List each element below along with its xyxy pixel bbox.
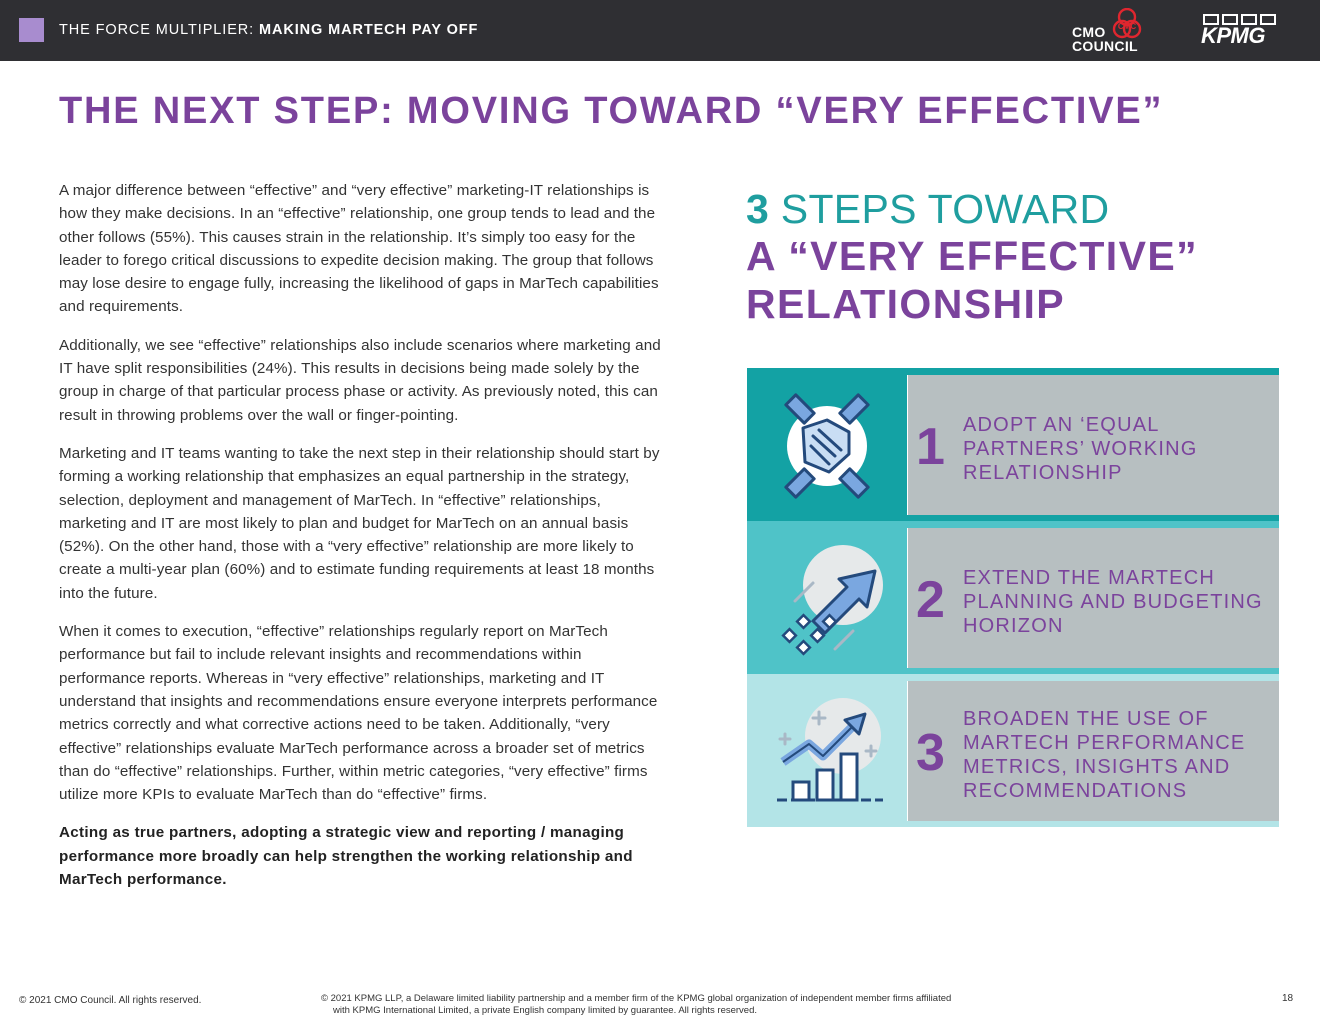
paragraph: Additionally, we see “effective” relationships also include scenarios where marketing and IT have split responsibilities (24%). This results in decisions being made solely by the group in charge of that particular process phase or activity. As previously noted, this can result in throwing problems over the wall or finger-pointing. xyxy=(59,336,661,424)
steps-heading-text: STEPS TOWARD xyxy=(769,186,1110,232)
step-2-icon-cell xyxy=(747,521,907,674)
cmo-council-mark-icon xyxy=(1112,8,1142,42)
cmo-logo-word-2: COUNCIL xyxy=(1072,38,1138,54)
header-color-swatch xyxy=(19,18,44,42)
step-3-label: BROADEN THE USE OF MARTECH PERFORMANCE METRICS, INSIGHTS AND RECOMMENDATIONS xyxy=(963,708,1246,802)
kpmg-logo xyxy=(1200,14,1280,48)
steps-heading-line-1 xyxy=(746,186,1286,232)
footer-copyright-cmo: © 2021 CMO Council. All rights reserved. xyxy=(19,995,202,1006)
series-title xyxy=(59,22,478,38)
step-2-text-cell xyxy=(907,528,1279,668)
hands-together-icon xyxy=(769,388,885,504)
step-1 xyxy=(747,368,1279,521)
step-3 xyxy=(747,674,1279,827)
body-text xyxy=(59,179,661,906)
kpmg-logo-word: KPMG xyxy=(1201,23,1265,48)
conclusion-paragraph: Acting as true partners, adopting a strategic view and reporting / managing performance more broadly can help strengthen the working relationship and MarTech performance. xyxy=(59,824,633,889)
paragraph: Marketing and IT teams wanting to take the next step in their relationship should start by forming a working relationship that emphasizes an equal partnership in the strategy, selection, deployment and management of MarTech. In “effective” relationships, marketing and IT are most likely to plan and budget for MarTech on an annual basis (52%). On the other hand, those with a “very effective” relationship are more likely to create a multi-year plan (60%) and to estimate funding requirements at least 18 months into the future. xyxy=(59,444,660,602)
step-1-text-cell xyxy=(907,375,1279,515)
step-1-label: ADOPT AN ‘EQUAL PARTNERS’ WORKING RELATIONSHIP xyxy=(963,414,1198,484)
header-bar xyxy=(0,0,1320,61)
step-1-icon-cell xyxy=(747,368,907,521)
step-3-text-cell xyxy=(907,681,1279,821)
series-name: MAKING MARTECH PAY OFF xyxy=(259,22,479,38)
step-3-number: 3 xyxy=(916,724,945,782)
footer-copyright-kpmg xyxy=(321,993,1081,1017)
footer-kpmg-line-1: © 2021 KPMG LLP, a Delaware limited liability partnership and a member firm of the KPMG global organization of independent member firms affiliated xyxy=(321,993,952,1004)
cmo-logo-word-1: CMO xyxy=(1072,24,1106,40)
arrow-up-right-icon xyxy=(769,541,889,657)
cmo-council-logo xyxy=(1068,8,1148,54)
steps-panel xyxy=(747,368,1279,827)
paragraph: A major difference between “effective” and “very effective” marketing-IT relationships is how they make decisions. In an “effective” relationship, one group tends to lead and the other follows (55%). This causes strain in the relationship. It’s simply too easy for the leader to forego critical discussions to expedite decision making. The group that follows may lose desire to engage fully, increasing the likelihood of gaps in MarTech capabilities and requirements. xyxy=(59,182,659,316)
step-2-label: EXTEND THE MARTECH PLANNING AND BUDGETING HORIZON xyxy=(963,567,1263,637)
paragraph: When it comes to execution, “effective” relationships regularly report on MarTech performance but fail to include relevant insights and recommendations within performance reports. Whereas in “very effective” relationships, marketing and IT understand that insights and recommendations ensure everyone interprets performance metrics correctly and what corrective actions need to be taken. Additionally, “very effective” relationships evaluate MarTech performance across a broader set of metrics than do “effective” relationships. Further, within metric categories, “very effective” firms utilize more KPIs to evaluate MarTech than do “effective” firms. xyxy=(59,623,658,804)
series-prefix: THE FORCE MULTIPLIER: xyxy=(59,22,259,38)
steps-heading-line-3: RELATIONSHIP xyxy=(746,281,1065,327)
step-2 xyxy=(747,521,1279,674)
steps-count: 3 xyxy=(746,186,770,232)
steps-heading-line-2: A “VERY EFFECTIVE” xyxy=(746,233,1198,279)
step-2-number: 2 xyxy=(916,571,945,629)
svg-text:CMC: CMC xyxy=(1117,22,1137,31)
page-number: 18 xyxy=(1282,993,1294,1004)
page-title: THE NEXT STEP: MOVING TOWARD “VERY EFFECTIVE” xyxy=(59,90,1164,132)
step-3-icon-cell xyxy=(747,674,907,827)
steps-heading xyxy=(746,186,1286,328)
step-1-number: 1 xyxy=(916,418,945,476)
footer-kpmg-line-2: with KPMG International Limited, a private English company limited by guarantee. All rights reserved. xyxy=(333,1005,758,1016)
growth-chart-icon xyxy=(769,694,889,810)
